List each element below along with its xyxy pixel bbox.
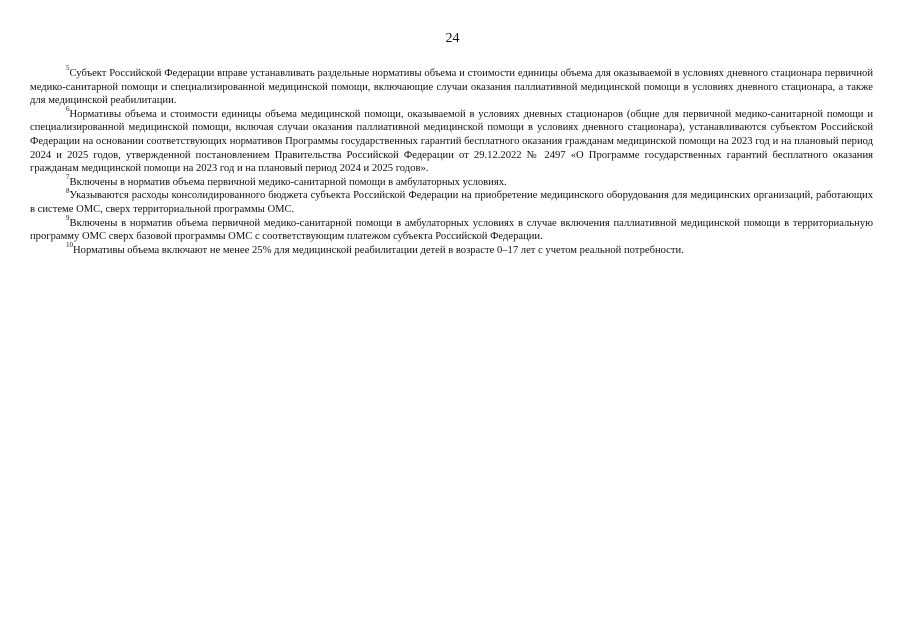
footnote-9 xyxy=(30,214,873,244)
footnotes-block xyxy=(30,64,873,257)
footnote-6 xyxy=(30,105,873,176)
footnote-mark: 5 xyxy=(66,64,70,73)
footnote-5 xyxy=(30,64,873,108)
footnote-text: Нормативы объема и стоимости единицы объема медицинской помощи, оказываемой в условиях дневных стационаров (общие для первичной медико-санитарной помощи и специализированной медицинской помощи, включая случаи оказания паллиативной медицинской помощи в условиях дневного стационара), устанавливаются субъектом Российской Федерации на основании соответствующих нормативов Программы государственных гарантий бесплатного оказания гражданам медицинской помощи на 2023 год и на плановый период 2024 и 2025 годов, утвержденной постановлением Правительства Российской Федерации от 29.12.2022 № 2497 «О Программе государственных гарантий бесплатного оказания гражданам медицинской помощи на 2023 год и на плановый период 2024 и 2025 годов». xyxy=(30,108,873,175)
footnote-text: Включены в норматив объема первичной медико-санитарной помощи в амбулаторных условиях в случае включения паллиативной медицинской помощи в территориальную программу ОМС сверх базовой программы ОМС с соответствующим платежом субъекта Российской Федерации. xyxy=(30,217,873,243)
footnote-text: Субъект Российской Федерации вправе устанавливать раздельные нормативы объема и стоимости единицы объема для оказываемой в условиях дневного стационара первичной медико-санитарной помощи и специализированной медицинской помощи, включающие случаи оказания паллиативной медицинской помощи в условиях дневного стационара, а также для медицинской реабилитации. xyxy=(30,68,873,107)
page-number: 24 xyxy=(445,31,460,46)
footnote-mark: 9 xyxy=(66,214,70,222)
footnote-mark: 6 xyxy=(66,105,70,114)
footnote-text: Включены в норматив объема первичной медико-санитарной помощи в амбулаторных условиях. xyxy=(69,176,507,188)
footnote-8 xyxy=(30,186,873,216)
footnote-mark: 7 xyxy=(66,173,70,182)
footnote-text: Нормативы объема включают не менее 25% для медицинской реабилитации детей в возрасте 0–17 лет с учетом реальной потребности. xyxy=(73,244,684,256)
footnote-mark: 10 xyxy=(66,241,73,250)
footnote-10 xyxy=(30,241,873,258)
footnote-7 xyxy=(30,173,873,190)
footnote-text: Указываются расходы консолидированного бюджета субъекта Российской Федерации на приобретение медицинского оборудования для медицинских организаций, работающих в системе ОМС, сверх территориальной программы ОМС. xyxy=(30,190,873,215)
footnote-mark: 8 xyxy=(66,186,70,195)
